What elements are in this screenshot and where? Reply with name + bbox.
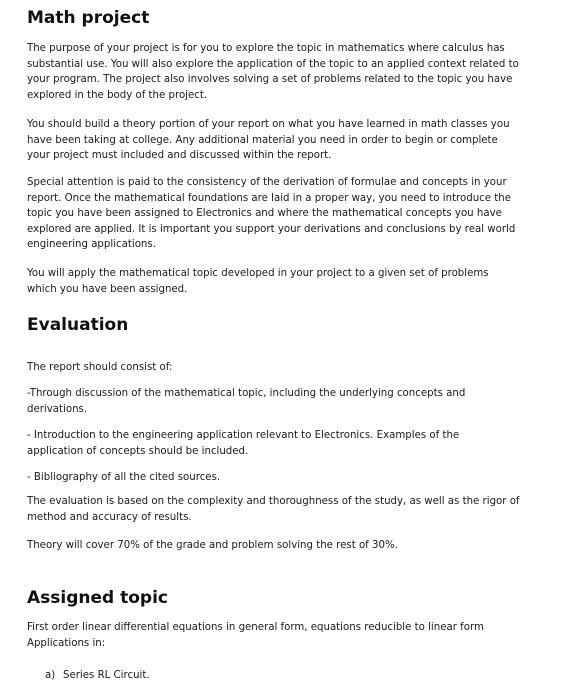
evaluation-paragraph-4: - Bibliography of all the cited sources. (27, 472, 221, 483)
math-project-paragraph-3: Special attention is paid to the consistency of the derivation of formulae and concepts in your report. Once the mathematical foundations are laid in a proper way, you need to introduce the topic you have been assigned to Electronics and where the mathematical concepts you have explored are applied. It is important you support your derivations and conclusions by real world engineering applications. (27, 177, 516, 251)
assigned-topic-heading: Assigned topic (27, 588, 168, 608)
evaluation-paragraph-5: The evaluation is based on the complexity and thoroughness of the study, as well as the rigor of method and accuracy of results. (27, 496, 520, 523)
list-item-marker: a) (45, 670, 56, 681)
math-project-paragraph-1: The purpose of your project is for you to explore the topic in mathematics where calculus has substantial use. You will also explore the application of the topic to an applied context related to your program. The project also involves solving a set of problems related to the topic you have explored in the body of the project. (27, 43, 519, 101)
evaluation-paragraph-1: The report should consist of: (27, 362, 173, 373)
assigned-topic-paragraph-1: First order linear differential equations in general form, equations reducible to linear form Applications in: (27, 622, 484, 649)
evaluation-paragraph-6: Theory will cover 70% of the grade and problem solving the rest of 30%. (27, 540, 398, 551)
assigned-topic-list-item (45, 668, 150, 684)
math-project-paragraph-4: You will apply the mathematical topic developed in your project to a given set of problems which you have been assigned. (27, 268, 489, 295)
math-project-heading: Math project (27, 8, 150, 28)
evaluation-paragraph-3: - Introduction to the engineering application relevant to Electronics. Examples of the application of concepts should be included. (27, 430, 460, 457)
math-project-paragraph-2: You should build a theory portion of your report on what you have learned in math classes you have been taking at college. Any additional material you need in order to begin or complete your project must included and discussed within the report. (27, 119, 510, 162)
list-item-text: Series RL Circuit. (63, 670, 150, 681)
evaluation-heading: Evaluation (27, 315, 129, 335)
evaluation-paragraph-2: -Through discussion of the mathematical topic, including the underlying concepts and derivations. (27, 388, 466, 415)
